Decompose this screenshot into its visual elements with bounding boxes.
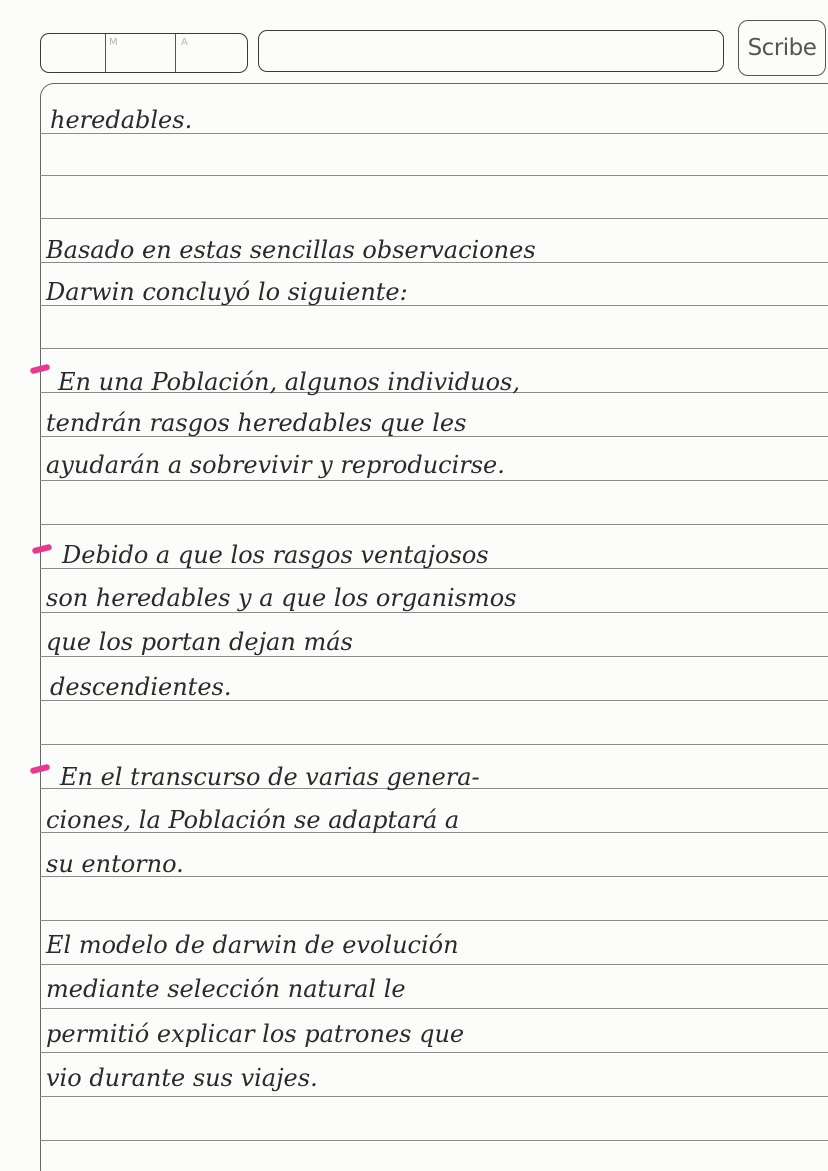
text-line: heredables. — [50, 106, 193, 134]
text-line: ciones, la Población se adaptará a — [46, 806, 460, 834]
ruled-line — [40, 524, 828, 525]
text-line: son heredables y a que los organismos — [46, 584, 517, 612]
text-line: vio durante sus viajes. — [46, 1064, 318, 1092]
ruled-line — [40, 1096, 828, 1097]
ruled-line — [40, 656, 828, 657]
title-box — [258, 30, 724, 72]
text-line: Debido a que los rasgos ventajosos — [62, 541, 489, 569]
date-box-divider — [175, 34, 176, 72]
date-box-letter-a: A — [181, 37, 188, 48]
text-line: tendrán rasgos heredables que les — [46, 409, 467, 437]
ruled-line — [40, 1008, 828, 1009]
text-line: Basado en estas sencillas observaciones — [46, 236, 536, 264]
text-line: mediante selección natural le — [46, 975, 406, 1003]
ruled-line — [40, 964, 828, 965]
ruled-line — [40, 480, 828, 481]
ruled-line — [40, 218, 828, 219]
date-box-divider — [105, 34, 106, 72]
text-line: El modelo de darwin de evolución — [46, 931, 459, 959]
brand-logo — [738, 20, 826, 76]
ruled-line — [40, 1052, 828, 1053]
text-line: permitió explicar los patrones que — [46, 1020, 465, 1048]
text-line: En una Población, algunos individuos, — [58, 368, 520, 396]
text-line: En el transcurso de varias genera- — [60, 763, 480, 791]
date-box — [40, 33, 248, 73]
ruled-line — [40, 920, 828, 921]
text-line: ayudarán a sobrevivir y reproducirse. — [46, 451, 505, 479]
text-line: su entorno. — [46, 850, 184, 878]
ruled-line — [40, 744, 828, 745]
ruled-line — [40, 175, 828, 176]
ruled-line — [40, 1140, 828, 1141]
text-line: Darwin concluyó lo siguiente: — [46, 278, 408, 306]
date-box-letter-m: M — [109, 37, 118, 48]
ruled-line — [40, 612, 828, 613]
text-line: descendientes. — [50, 673, 232, 701]
text-line: que los portan dejan más — [46, 628, 353, 656]
brand-label: Scribe — [747, 35, 817, 61]
ruled-line — [40, 348, 828, 349]
